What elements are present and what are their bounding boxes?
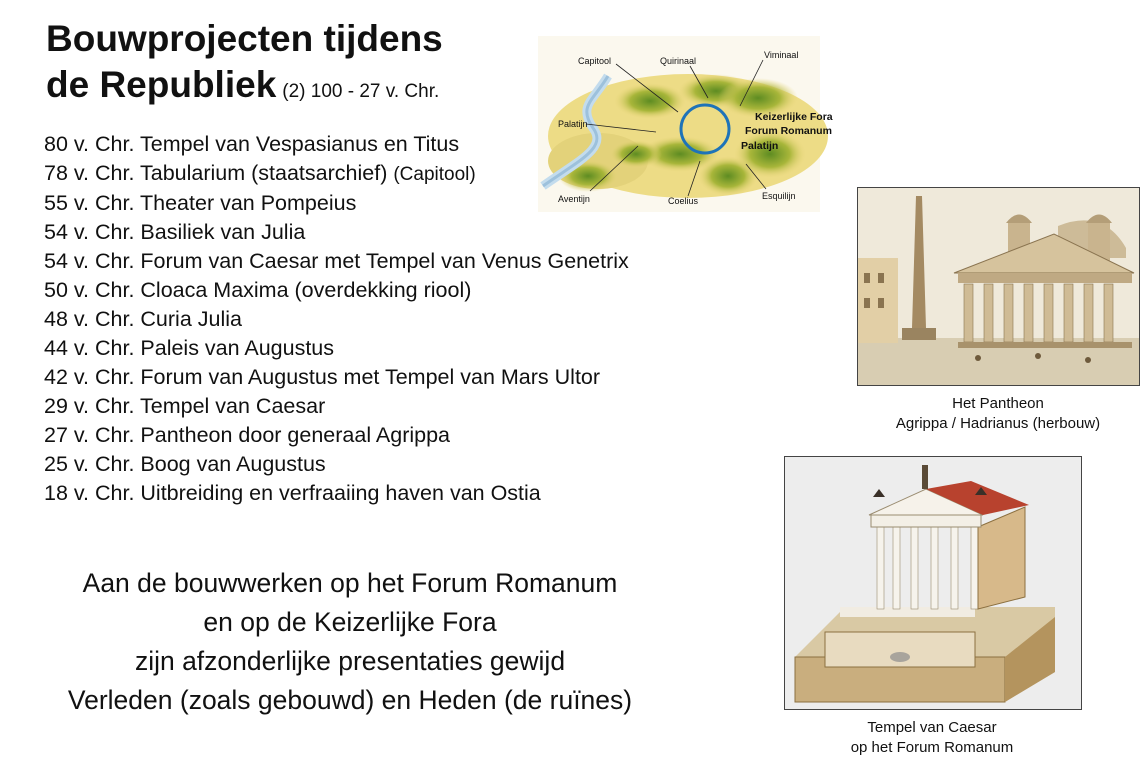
- list-item: 29 v. Chr. Tempel van Caesar: [44, 394, 326, 418]
- list-item: 50 v. Chr. Cloaca Maxima (overdekking riool): [44, 278, 472, 302]
- note-line-2: en op de Keizerlijke Fora: [203, 607, 497, 637]
- list-item: 78 v. Chr. Tabularium (staatsarchief) (Capitool): [44, 161, 476, 185]
- note-line-4: Verleden (zoals gebouwd) en Heden (de ruïnes): [67, 685, 633, 715]
- list-item: 48 v. Chr. Curia Julia: [44, 307, 242, 331]
- title-line-2: de Republiek: [46, 64, 277, 105]
- list-item: 55 v. Chr. Theater van Pompeius: [44, 191, 357, 215]
- list-item: 54 v. Chr. Forum van Caesar met Tempel van Venus Genetrix: [44, 249, 629, 273]
- map-label-keizerlijke-fora: Keizerlijke Fora: [755, 111, 833, 123]
- note-line-1: Aan de bouwwerken op het Forum Romanum: [82, 568, 618, 598]
- list-item: 80 v. Chr. Tempel van Vespasianus en Titus: [44, 132, 460, 156]
- map-label-quirinaal: Quirinaal: [660, 56, 697, 66]
- map-label-viminaal: Viminaal: [764, 50, 799, 60]
- title-subtitle: (2) 100 - 27 v. Chr.: [282, 81, 440, 102]
- title-line-1: Bouwprojecten tijdens: [46, 18, 443, 59]
- map-label-forum-romanum: Forum Romanum: [745, 125, 832, 137]
- map-label-aventijn: Aventijn: [558, 194, 590, 204]
- note-line-3: zijn afzonderlijke presentaties gewijd: [134, 646, 566, 676]
- pantheon-caption-line-1: Het Pantheon: [952, 395, 1044, 412]
- pantheon-illustration: [858, 188, 1139, 385]
- list-item: 25 v. Chr. Boog van Augustus: [44, 452, 326, 476]
- caesar-temple-illustration: [785, 457, 1081, 709]
- list-item: 54 v. Chr. Basiliek van Julia: [44, 220, 306, 244]
- pantheon-image: [857, 187, 1140, 386]
- list-item: 18 v. Chr. Uitbreiding en verfraaiing haven van Ostia: [44, 481, 541, 505]
- event-list: [44, 130, 629, 508]
- caesar-caption-line-1: Tempel van Caesar: [867, 719, 997, 736]
- pantheon-caption-line-2: Agrippa / Hadrianus (herbouw): [895, 415, 1101, 432]
- map-label-coelius: Coelius: [668, 196, 699, 206]
- map-label-palatijn: Palatijn: [558, 119, 588, 129]
- pantheon-caption: [856, 394, 1140, 434]
- map-label-capitool: Capitool: [578, 56, 612, 66]
- list-item: 27 v. Chr. Pantheon door generaal Agrippa: [44, 423, 451, 447]
- caesar-temple-image: [784, 456, 1082, 710]
- closing-note: [8, 564, 692, 720]
- map-label-palatijn-bold: Palatijn: [741, 140, 779, 152]
- map-label-esquilijn: Esquilijn: [762, 191, 796, 201]
- list-item: 42 v. Chr. Forum van Augustus met Tempel van Mars Ultor: [44, 365, 601, 389]
- caesar-caption-line-2: op het Forum Romanum: [850, 739, 1014, 756]
- list-item: 44 v. Chr. Paleis van Augustus: [44, 336, 335, 360]
- page-title: [46, 16, 443, 115]
- caesar-temple-caption: [784, 718, 1080, 758]
